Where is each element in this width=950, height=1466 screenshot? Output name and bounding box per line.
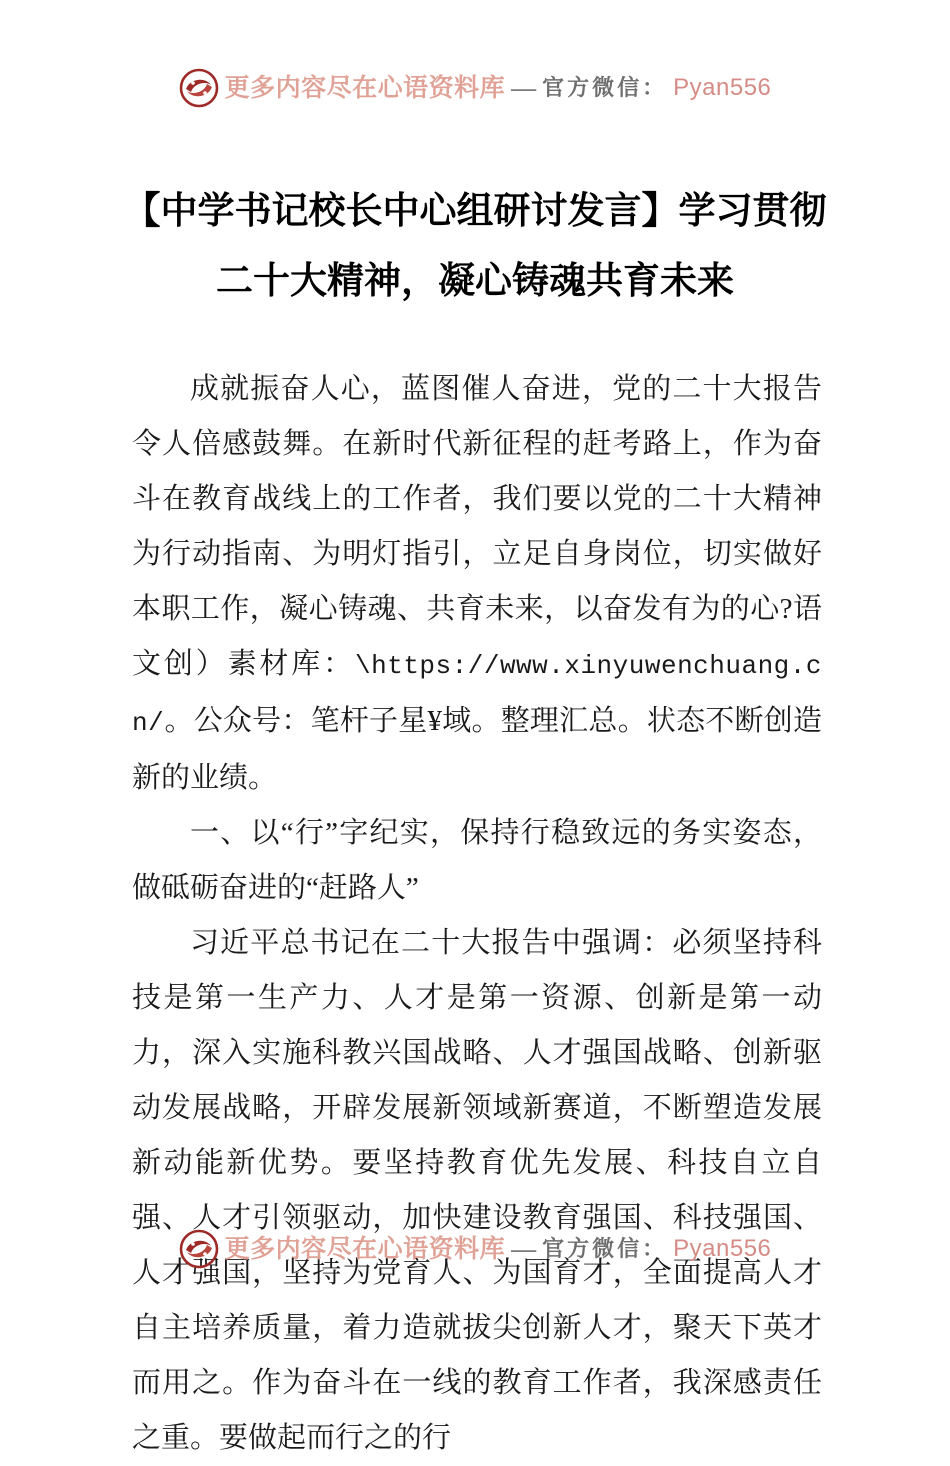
watermark-dash: — xyxy=(511,1235,537,1263)
paragraph-intro-text-a: 成就振奋人心，蓝图催人奋进，党的二十大报告令人倍感鼓舞。在新时代新征程的赶考路上，作为奋斗在教育战线上的工作者，我们要以党的二十大精神为行动指南、为明灯指引，立足自身岗位，切实做好本职工作，凝心铸魂、共育未来，以奋发有为的心?语文创）素材库： xyxy=(132,373,822,680)
watermark-account-id: Pyan556 xyxy=(673,1235,772,1262)
circular-fish-emblem-icon xyxy=(179,68,219,108)
page-title-line-1: 【中学书记校长中心组研讨发言】学习贯彻 xyxy=(123,190,827,232)
source-url-text: \https://www.xinyuwenchuang.cn/ xyxy=(132,651,822,738)
watermark-sub-text: 官方微信： xyxy=(542,75,668,100)
page-title xyxy=(95,177,855,317)
watermark-main-text: 更多内容尽在心语资料库 xyxy=(224,1235,506,1263)
watermark-dash: — xyxy=(511,74,537,102)
paragraph-intro-text-b: 。公众号：笔杆子星¥域。整理汇总。状态不断创造新的业绩。 xyxy=(132,705,822,794)
watermark-bottom xyxy=(0,1229,950,1269)
paragraph-intro xyxy=(132,362,822,806)
page-title-line-2: 二十大精神，凝心铸魂共育未来 xyxy=(216,260,734,302)
circular-fish-emblem-icon xyxy=(179,1229,219,1269)
paragraph-section-1-body: 习近平总书记在二十大报告中强调：必须坚持科技是第一生产力、人才是第一资源、创新是第一动力，深入实施科教兴国战略、人才强国战略、创新驱动发展战略，开辟发展新领域新赛道，不断塑造发展新动能新优势。要坚持教育优先发展、科技自立自强、人才引领驱动，加快建设教育强国、科技强国、人才强国，坚持为党育人、为国育才，全面提高人才自主培养质量，着力造就拔尖创新人才，聚天下英才而用之。作为奋斗在一线的教育工作者，我深感责任之重。要做起而行之的行 xyxy=(132,927,822,1454)
watermark-sub-text: 官方微信： xyxy=(542,1236,668,1261)
watermark-account-id: Pyan556 xyxy=(673,74,772,101)
section-heading-1: 一、以“行”字纪实，保持行稳致远的务实姿态，做砥砺奋进的“赶路人” xyxy=(132,817,822,904)
watermark-top xyxy=(0,68,950,108)
watermark-main-text: 更多内容尽在心语资料库 xyxy=(224,74,506,102)
document-body xyxy=(132,362,822,1466)
